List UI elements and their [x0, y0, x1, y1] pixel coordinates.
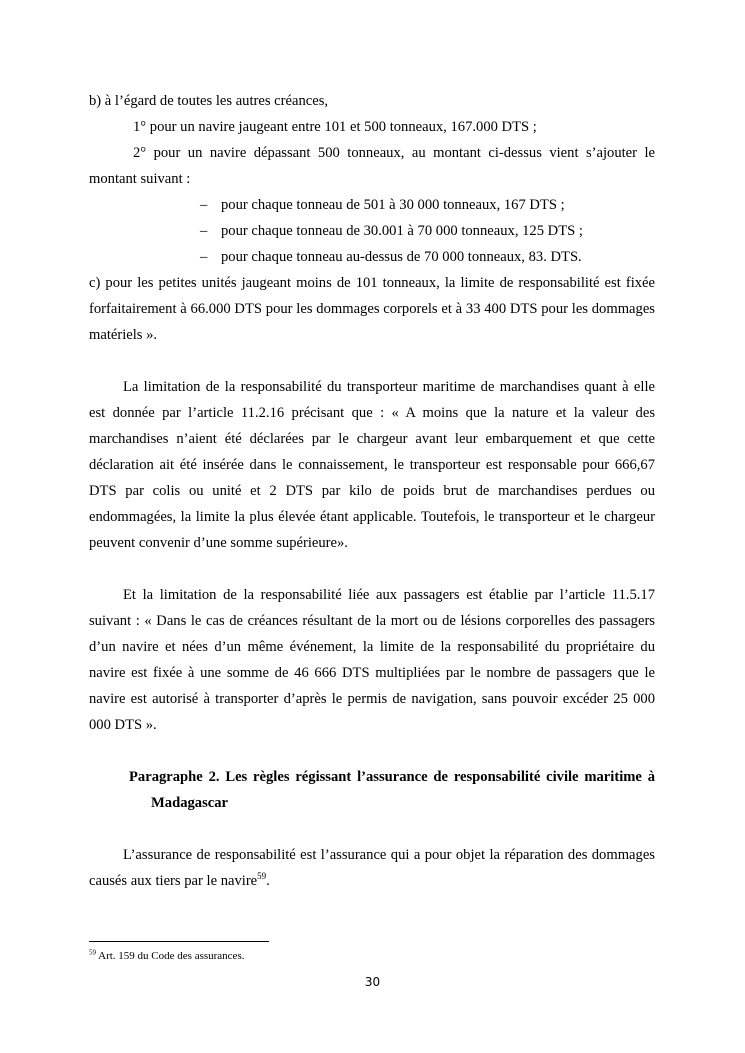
- list-item-text: pour chaque tonneau de 30.001 à 70 000 tonneaux, 125 DTS ;: [221, 223, 583, 239]
- list-item: [200, 222, 655, 240]
- text-line: 2° pour un navire dépassant 500 tonneaux, au montant ci-dessus vient s’ajouter le: [133, 145, 655, 161]
- list-item-text: pour chaque tonneau au-dessus de 70 000 tonneaux, 83. DTS.: [221, 249, 582, 265]
- footnote: [89, 949, 244, 963]
- list-item-text: pour chaque tonneau de 501 à 30 000 tonneaux, 167 DTS ;: [221, 197, 565, 213]
- text-line: marchandises n’aient été déclarées par le chargeur avant leur embarquement et que cette: [89, 431, 655, 447]
- dash-bullet: –: [200, 249, 208, 265]
- text-line: navire est fixée à une somme de 46 666 DTS multipliées par le nombre de passagers que le: [89, 665, 655, 681]
- footnote-reference[interactable]: 59: [257, 871, 267, 882]
- text-line: peuvent convenir d’une somme supérieure».: [89, 535, 348, 551]
- footnote-separator: [89, 941, 269, 942]
- dash-bullet: –: [200, 197, 208, 213]
- page-number: 30: [364, 975, 381, 989]
- text-line: DTS par colis ou unité et 2 DTS par kilo de poids brut de marchandises perdues ou: [89, 483, 655, 499]
- text-line: montant suivant :: [89, 171, 191, 187]
- text-line: causés aux tiers par le navire$^{59}$.: [89, 871, 270, 889]
- text-line: b) à l’égard de toutes les autres créances,: [89, 93, 329, 109]
- section-heading: Paragraphe 2. Les règles régissant l’assurance de responsabilité civile maritime à: [129, 769, 655, 785]
- text-line: suivant : « Dans le cas de créances résultant de la mort ou de lésions corporelles des passagers: [89, 613, 655, 629]
- footnote-text: Art. 159 du Code des assurances.: [96, 950, 245, 962]
- text-line: 1° pour un navire jaugeant entre 101 et 500 tonneaux, 167.000 DTS ;: [133, 119, 537, 135]
- text-line: La limitation de la responsabilité du transporteur maritime de marchandises quant à elle: [123, 379, 655, 395]
- text-line: Et la limitation de la responsabilité liée aux passagers est établie par l’article 11.5.17: [123, 587, 655, 603]
- dash-bullet: –: [200, 223, 208, 239]
- list-item: [200, 196, 655, 214]
- list-item: [200, 248, 655, 266]
- text-line: d’un navire et nées d’un même événement, la limite de la responsabilité du propriétaire du: [89, 639, 655, 655]
- text-line: c) pour les petites unités jaugeant moins de 101 tonneaux, la limite de responsabilité est fixée: [89, 275, 655, 291]
- text-line: L’assurance de responsabilité est l’assurance qui a pour objet la réparation des dommages: [123, 847, 655, 863]
- text-line: est donnée par l’article 11.2.16 précisant que : « A moins que la nature et la valeur des: [89, 405, 655, 421]
- text-line: navire est autorisé à transporter d’après le permis de navigation, sans pouvoir excéder 25 000: [89, 691, 655, 707]
- section-heading-continued: Madagascar: [151, 795, 229, 811]
- text-line: forfaitairement à 66.000 DTS pour les dommages corporels et à 33 400 DTS pour les dommages: [89, 301, 655, 317]
- footnote-number: 59: [89, 948, 96, 957]
- text-line: matériels ».: [89, 327, 158, 343]
- text-line: déclaration ait été insérée dans le connaissement, le transporteur est responsable pour 666,67: [89, 457, 655, 473]
- text-line: 000 DTS ».: [89, 717, 157, 733]
- text-line-body: causés aux tiers par le navire: [89, 873, 258, 889]
- text-line: endommagées, la limite la plus élevée étant applicable. Toutefois, le transporteur et le chargeur: [89, 509, 655, 525]
